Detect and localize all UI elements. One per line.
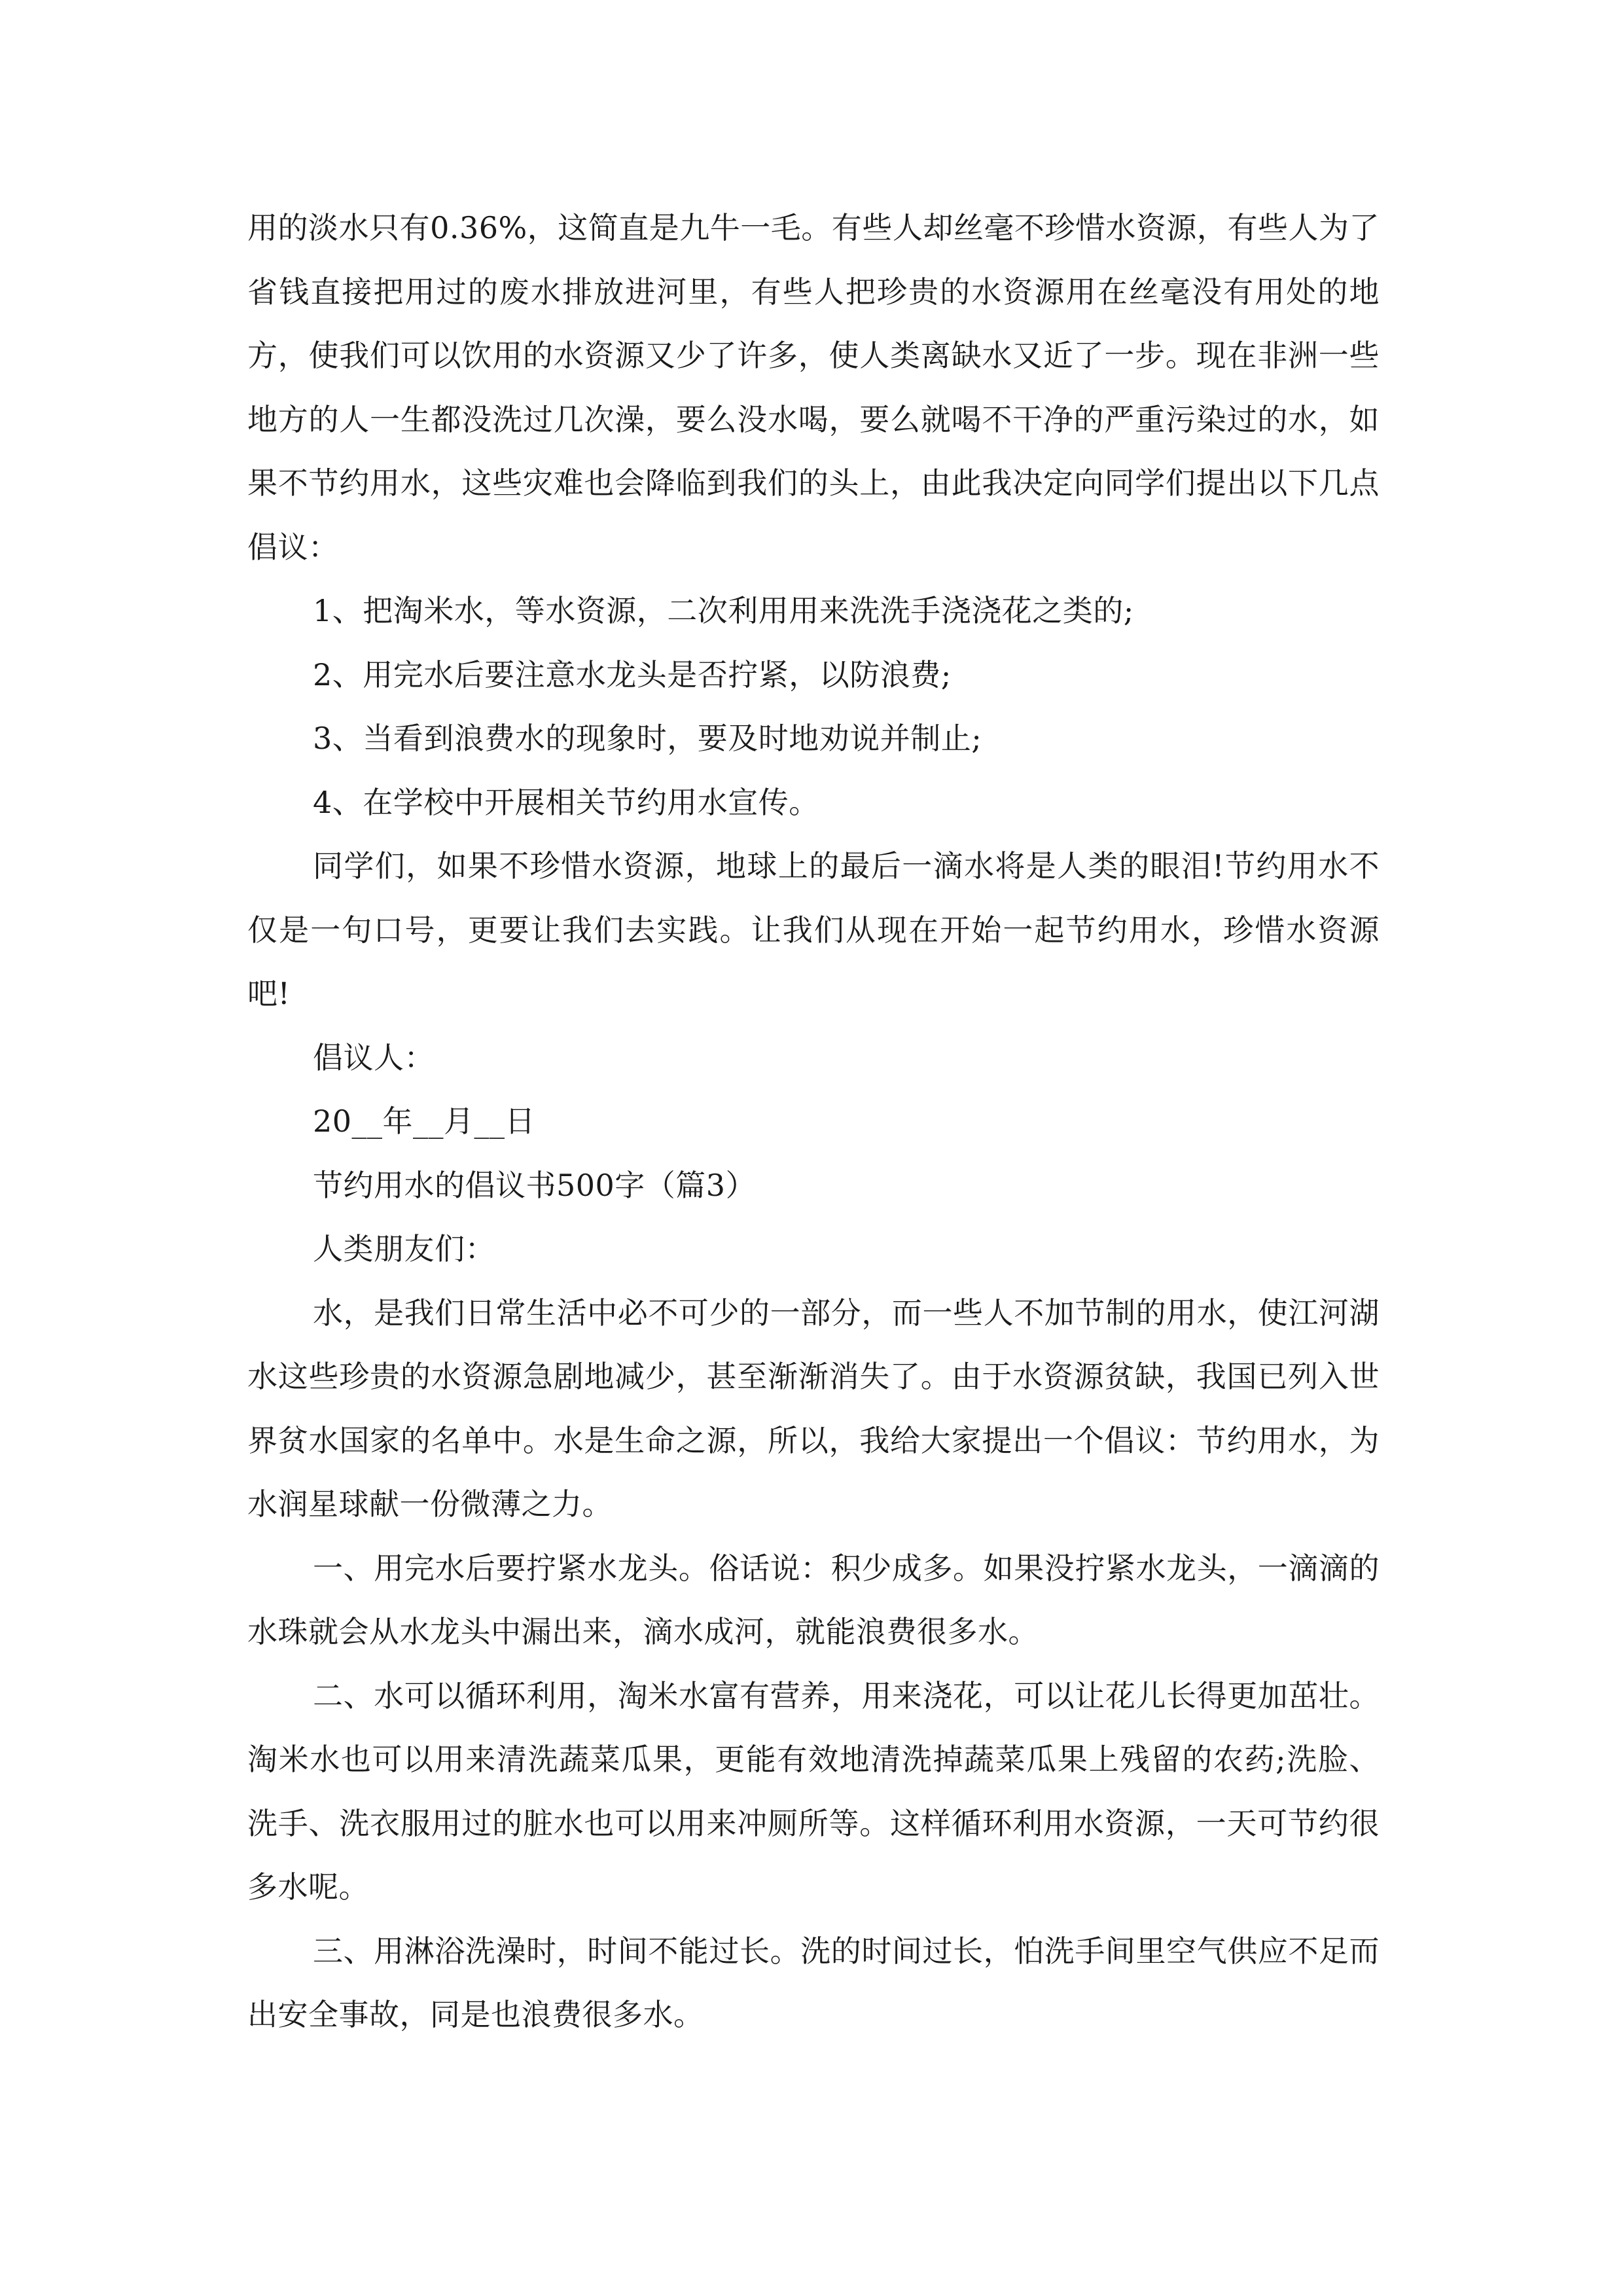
point-two: 二、水可以循环利用，淘米水富有营养，用来浇花，可以让花儿长得更加茁壮。淘米水也可以用来清洗蔬菜瓜果，更能有效地清洗掉蔬菜瓜果上残留的农药;洗脸、洗手、洗衣服用过的脏水也可以用来冲厕所等。这样循环利用水资源，一天可节约很多水呢。 xyxy=(247,1677,1380,1905)
proposal-item-3: 3、当看到浪费水的现象时，要及时地劝说并制止; xyxy=(313,721,982,756)
point-one: 一、用完水后要拧紧水龙头。俗话说：积少成多。如果没拧紧水龙头，一滴滴的水珠就会从水龙头中漏出来，滴水成河，就能浪费很多水。 xyxy=(247,1550,1380,1649)
salutation: 人类朋友们： xyxy=(313,1231,495,1266)
proposal-item-1: 1、把淘米水，等水资源，二次利用用来洗洗手浇浇花之类的; xyxy=(313,593,1134,628)
closing-paragraph: 同学们，如果不珍惜水资源，地球上的最后一滴水将是人类的眼泪!节约用水不仅是一句口号，更要让我们去实践。让我们从现在开始一起节约用水，珍惜水资源吧! xyxy=(247,848,1380,1011)
intro-paragraph: 水，是我们日常生活中必不可少的一部分，而一些人不加节制的用水，使江河湖水这些珍贵的水资源急剧地减少，甚至渐渐消失了。由于水资源贫缺，我国已列入世界贫水国家的名单中。水是生命之源，所以，我给大家提出一个倡议：节约用水，为水润星球献一份微薄之力。 xyxy=(247,1295,1380,1522)
paragraph-continuation: 用的淡水只有0.36%，这简直是九牛一毛。有些人却丝毫不珍惜水资源，有些人为了省钱直接把用过的废水排放进河里，有些人把珍贵的水资源用在丝毫没有用处的地方，使我们可以饮用的水资源又少了许多，使人类离缺水又近了一步。现在非洲一些地方的人一生都没洗过几次澡，要么没水喝，要么就喝不干净的严重污染过的水，如果不节约用水，这些灾难也会降临到我们的头上，由此我决定向同学们提出以下几点倡议： xyxy=(247,210,1380,565)
proposer-label: 倡议人： xyxy=(313,1039,435,1075)
proposal-item-4: 4、在学校中开展相关节约用水宣传。 xyxy=(313,784,819,820)
document-body xyxy=(247,196,1380,2047)
proposal-item-2: 2、用完水后要注意水龙头是否拧紧，以防浪费; xyxy=(313,656,952,692)
date-line: 20__年__月__日 xyxy=(313,1103,536,1139)
point-three: 三、用淋浴洗澡时，时间不能过长。洗的时间过长，怕洗手间里空气供应不足而出安全事故，同是也浪费很多水。 xyxy=(247,1933,1380,2032)
section-title: 节约用水的倡议书500字（篇3） xyxy=(313,1167,757,1203)
